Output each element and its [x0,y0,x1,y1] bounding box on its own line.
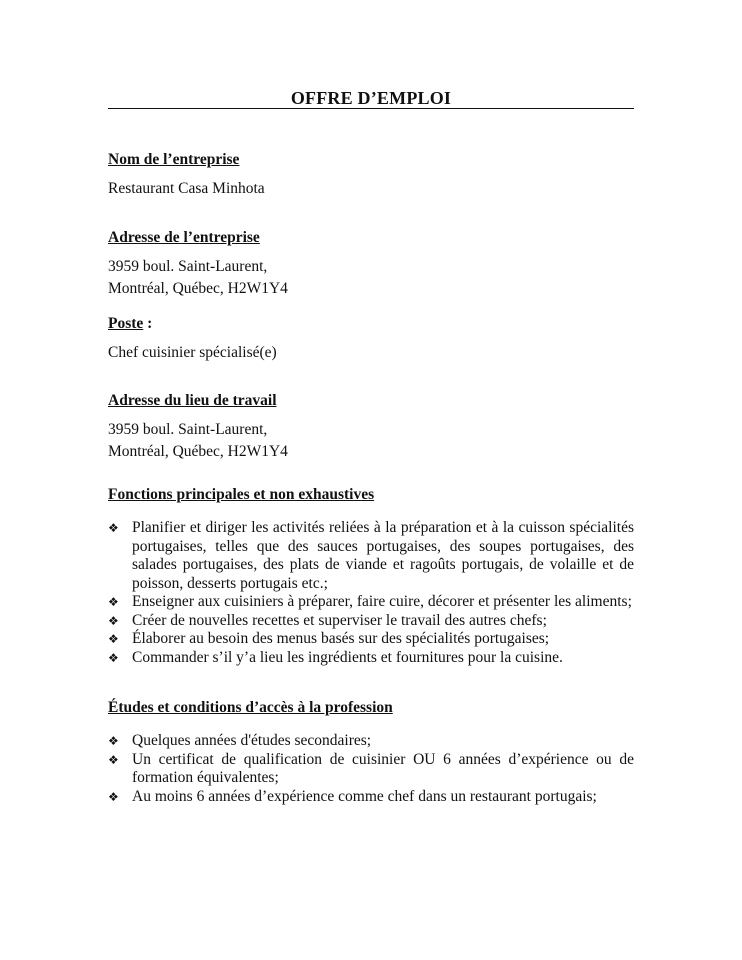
diamond-bullet-icon: ❖ [108,595,119,609]
position-heading-row [108,314,634,334]
title-underline [108,108,634,109]
list-item [108,732,634,751]
requirement-text: Un certificat de qualification de cuisinier OU 6 années d’expérience ou de formation équivalentes; [132,750,634,786]
duty-text: Élaborer au besoin des menus basés sur des spécialités portugaises; [132,630,550,647]
company-name-value: Restaurant Casa Minhota [108,180,265,197]
company-address-line-2: Montréal, Québec, H2W1Y4 [108,280,288,297]
duty-text: Enseigner aux cuisiniers à préparer, faire cuire, décorer et présenter les aliments; [132,593,632,610]
list-item [108,593,634,612]
diamond-bullet-icon: ❖ [108,650,119,665]
company-address-line-1: 3959 boul. Saint-Laurent, [108,258,268,275]
company-name-section [108,150,634,200]
company-name-heading: Nom de l’entreprise [108,151,240,168]
requirement-text: Quelques années d'études secondaires; [132,732,372,749]
duties-section [108,485,634,667]
work-address-section [108,391,634,463]
duties-heading: Fonctions principales et non exhaustives [108,486,375,503]
requirements-section [108,698,634,806]
duty-text: Planifier et diriger les activités reliées à la préparation et à la cuisson spécialités portugaises, telles que des sauces portugaises, des soupes portugaises, des salades portugaises, des plats de viande et ragoûts portugais, de volaille et de poisson, desserts portugais etc.; [132,519,634,592]
page-title: OFFRE D’EMPLOI [290,88,452,108]
company-address-heading: Adresse de l’entreprise [108,229,260,246]
requirements-heading: Études et conditions d’accès à la profession [108,699,393,716]
list-item [108,612,634,631]
position-heading-colon: : [143,315,153,332]
list-item [108,630,634,649]
diamond-bullet-icon: ❖ [108,521,119,535]
position-heading: Poste [108,315,144,332]
work-address-line-1: 3959 boul. Saint-Laurent, [108,421,268,438]
diamond-bullet-icon: ❖ [108,752,119,767]
duty-text: Créer de nouvelles recettes et superviser le travail des autres chefs; [132,611,547,629]
requirement-text: Au moins 6 années d’expérience comme chef dans un restaurant portugais; [132,787,597,805]
position-section [108,314,634,364]
list-item [108,649,634,668]
diamond-bullet-icon: ❖ [108,632,119,646]
duties-list [108,519,634,667]
duty-text: Commander s’il y’a lieu les ingrédients et fournitures pour la cuisine. [132,648,563,666]
position-value: Chef cuisinier spécialisé(e) [108,344,277,361]
list-item [108,519,634,593]
diamond-bullet-icon: ❖ [108,613,119,628]
list-item [108,751,634,788]
diamond-bullet-icon: ❖ [108,734,119,748]
work-address-heading: Adresse du lieu de travail [108,392,277,409]
company-address-section [108,228,634,300]
requirements-list [108,732,634,806]
diamond-bullet-icon: ❖ [108,789,119,804]
work-address-line-2: Montréal, Québec, H2W1Y4 [108,443,288,460]
list-item [108,788,634,807]
